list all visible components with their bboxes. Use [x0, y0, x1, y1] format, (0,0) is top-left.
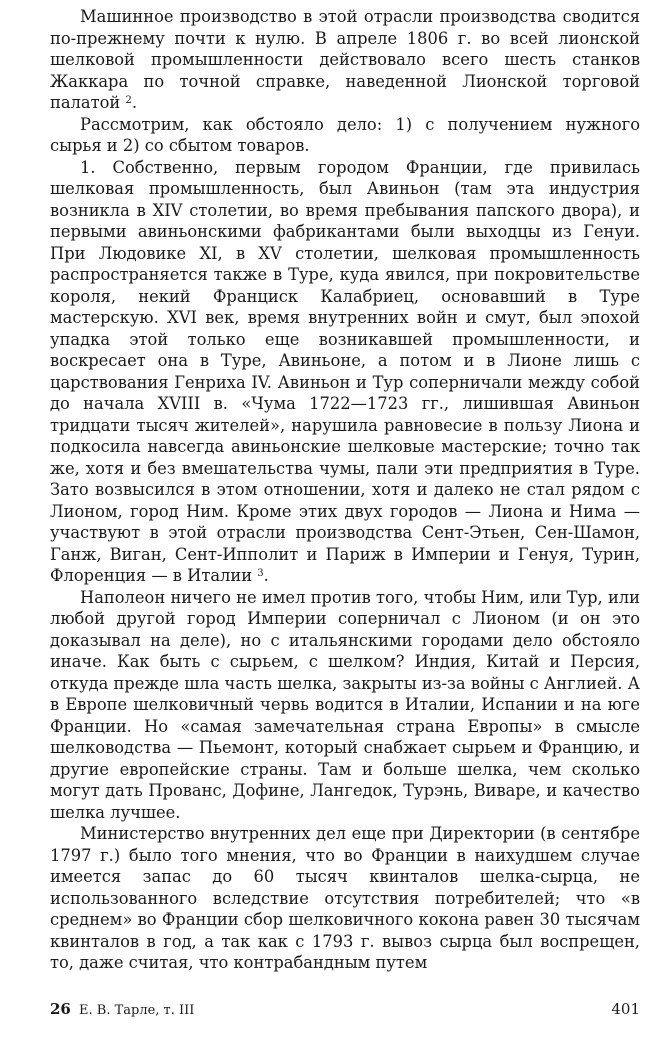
footnote-ref: 3	[257, 568, 264, 579]
paragraph-tail: .	[263, 566, 269, 585]
paragraph-3	[50, 157, 640, 587]
paragraph-text: 1. Собственно, первым городом Франции, где привилась шелковая промышленность, был Авиньон (там эта индустрия возникла в XIV столетии, во время пребывания папского двора), и первыми авиньонскими фабрикантами были выходцы из Генуи. При Людовике XI, в XV столетии, шелковая промышленность распространяется также в Туре, куда явился, при покровительстве короля, некий Франциск Калабриец, основавший в Туре мастерскую. XVI век, время внутренних войн и смут, был эпохой упадка этой только еще возникавшей промышленности, и воскресает она в Туре, Авиньоне, а потом и в Лионе лишь с царствования Генриха IV. Авиньон и Тур соперничали между собой до начала XVIII в. «Чума 1722—1723 гг., лишившая Авиньон тридцати тысяч жителей», нарушила равновесие в пользу Лиона и подкосила навсегда авиньонские шелковые мастерские; точно так же, хотя и без вмешательства чумы, пали эти предприятия в Туре. Зато возвысился в этом отношении, хотя и далеко не стал рядом с Лионом, город Ним. Кроме этих двух городов — Лиона и Нима — участвуют в этой отрасли производства Сент-Этьен, Сен-Шамон, Ганж, Виган, Сент-Ипполит и Париж в Империи и Генуя, Турин, Флоренция — в Италии	[50, 157, 640, 585]
signature-text: Е. В. Тарле, т. III	[79, 1003, 195, 1018]
page-number: 401	[611, 1000, 640, 1018]
paragraph-4	[50, 587, 640, 824]
paragraph-text: Машинное производство в этой отрасли производства сводится по-прежнему почти к нулю. В апреле 1806 г. во всей лионской шелковой промышленности действовало всего шесть станков Жаккара по точной справке, наведенной Лионской торговой палатой	[50, 7, 640, 112]
printer-signature	[50, 1000, 194, 1018]
paragraph-2	[50, 114, 640, 157]
paragraph-1	[50, 6, 640, 114]
paragraph-text: Рассмотрим, как обстояло дело: 1) с получением нужного сырья и 2) со сбытом товаров.	[50, 114, 640, 155]
paragraph-tail: .	[131, 93, 138, 112]
paragraph-text: Министерство внутренних дел еще при Директории (в сентябре 1797 г.) было того мнения, что во Франции в наихудшем случае имеется запас до 60 тысяч квинталов шелка-сырца, не использованного вследствие отсутствия потребителей; что «в среднем» во Франции сбор шелковичного кокона равен 30 тысячам квинталов в год, а так как с 1793 г. вывоз сырца был воспрещен, то, даже считая, что контрабандным путем	[50, 824, 640, 972]
paragraph-text: Наполеон ничего не имел против того, чтобы Ним, или Тур, или любой другой город Империи соперничал с Лионом (и он это доказывал на деле), но с итальянскими городами дело обстояло иначе. Как быть с сырьем, с шелком? Индия, Китай и Персия, откуда прежде шла часть шелка, закрыты из-за войны с Англией. А в Европе шелковичный червь водится в Италии, Испании и на юге Франции. Но «самая замечательная страна Европы» в смысле шелководства — Пьемонт, который снабжает сырьем и Францию, и другие европейские страны. Там и больше шелка, чем сколько могут дать Прованс, Дофине, Лангедок, Турэнь, Виваре, и качество шелка лучшее.	[50, 587, 640, 822]
page-body	[50, 6, 640, 974]
footnote-ref: 2	[125, 95, 132, 106]
paragraph-5	[50, 823, 640, 974]
page-footer	[50, 1000, 640, 1020]
signature-number: 26	[50, 1000, 71, 1018]
